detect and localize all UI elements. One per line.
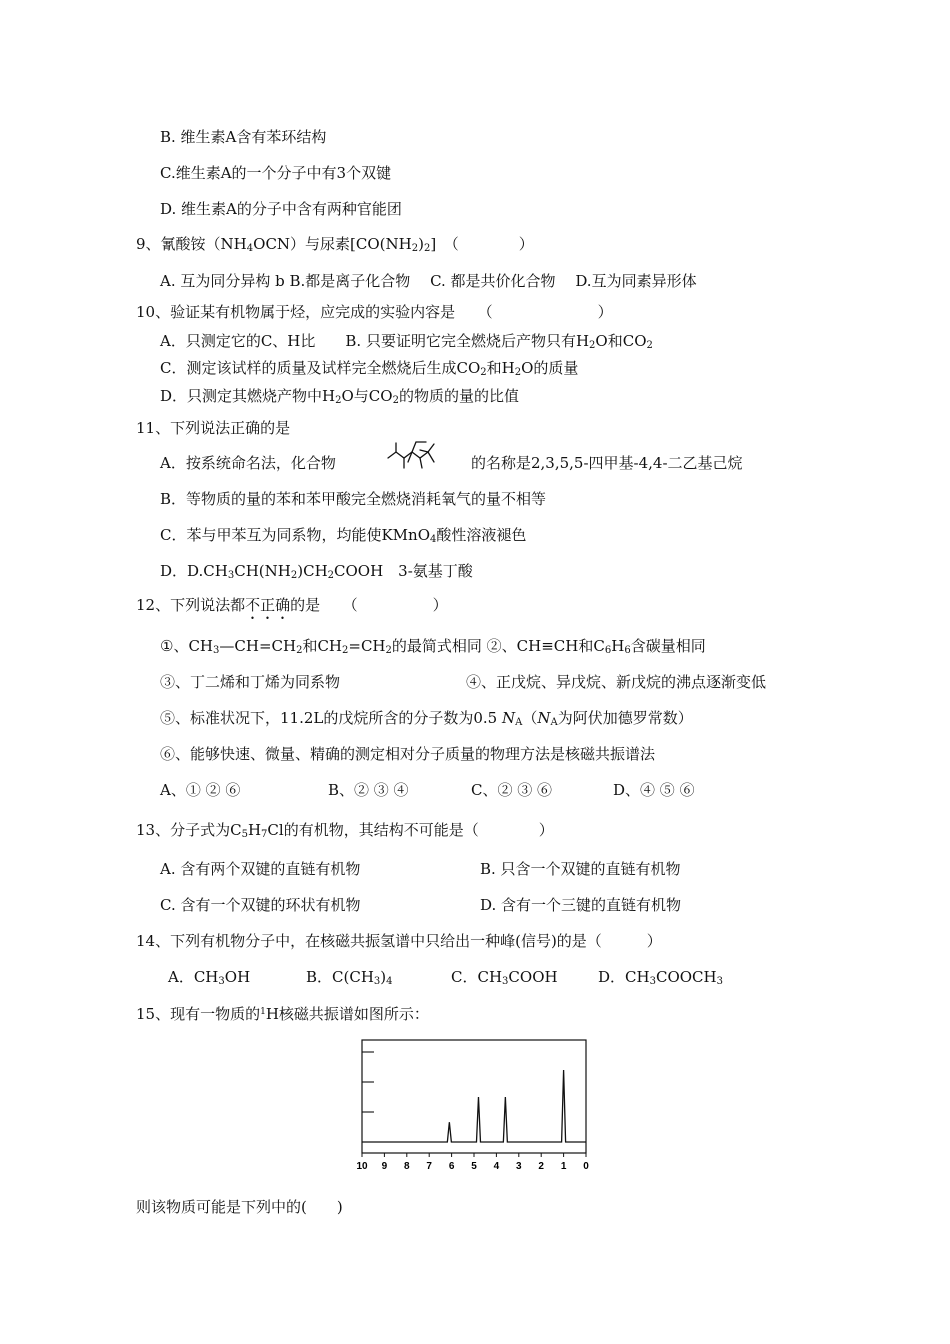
q14-option-b: B．$C(CH_3)_4$: [306, 968, 393, 987]
x-tick-label: 1: [560, 1161, 567, 1172]
q11-stem: 11、下列说法正确的是: [136, 419, 291, 437]
q15-tail: 则该物质可能是下列中的( ): [136, 1198, 343, 1216]
q14-option-d: D．$CH_3COOCH_3$: [598, 968, 723, 987]
x-tick-label: 7: [426, 1161, 432, 1172]
q9-options: A. 互为同分异构 b B.都是离子化合物 C. 都是共价化合物 D.互为同素异形体: [160, 272, 697, 290]
q12-statement-5: ⑤、标准状况下，11.2L的戊烷所含的分子数为0.5 $N_A(N_A$为阿伏加德罗常数）: [160, 709, 693, 728]
q8-option-c: C.维生素A的一个分子中有3个双键: [160, 164, 392, 182]
q11-option-a-prefix: A．按系统命名法，化合物: [160, 454, 336, 472]
x-tick-label: 6: [448, 1161, 455, 1172]
skeletal-structure-image: [386, 438, 456, 472]
x-tick-label: 4: [493, 1161, 500, 1172]
q10-stem: 10、验证某有机物属于烃，应完成的实验内容是 （ ）: [136, 303, 613, 321]
q13-option-d: D. 含有一个三键的直链有机物: [480, 896, 682, 914]
x-tick-label: 3: [516, 1161, 522, 1172]
q11-option-a-suffix: 的名称是2,3,5,5-四甲基-4,4-二乙基己烷: [471, 454, 743, 472]
nmr-spectrum-chart: [350, 1036, 600, 1176]
q10-option-d: D．只测定其燃烧产物中$H_2O$与$CO_2$的物质的量的比值: [160, 387, 519, 406]
q8-option-b: B. 维生素A含有苯环结构: [160, 128, 327, 146]
x-tick-label: 8: [404, 1161, 410, 1172]
q13-option-b: B. 只含一个双键的直链有机物: [480, 860, 681, 878]
spectrum-line: [362, 1070, 586, 1142]
q12-option-b: B、② ③ ④: [328, 781, 409, 799]
q12-statement-3: ③、丁二烯和丁烯为同系物: [160, 673, 341, 691]
q11-option-b: B．等物质的量的苯和苯甲酸完全燃烧消耗氧气的量不相等: [160, 490, 547, 508]
q12-statement-1-2: ①、$CH_3—CH=CH_2$和$CH_2=CH_2$的最简式相同 ②、CH≡CH和$C_6H_6$含碳量相同: [160, 637, 706, 656]
q13-stem: 13、分子式为$C_5H_7Cl$的有机物，其结构不可能是（ ）: [136, 821, 554, 840]
q14-option-c: C．$CH_3COOH$: [451, 968, 558, 987]
q15-stem: 15、现有一物质的$^1$H核磁共振谱如图所示：: [136, 1005, 429, 1023]
q13-option-c: C. 含有一个双键的环状有机物: [160, 896, 361, 914]
q12-stem: 12、下列说法都不正确的是 （ ）: [136, 596, 448, 614]
x-tick-label: 10: [356, 1161, 368, 1172]
q10-options-ab: A．只测定它的C、H比 B. 只要证明它完全燃烧后产物只有$H_2O$和$CO_2$: [160, 332, 653, 351]
x-tick-label: 0: [583, 1161, 589, 1172]
q10-option-c: C．测定该试样的质量及试样完全燃烧后生成$CO_2$和$H_2O$的质量: [160, 359, 579, 378]
q14-option-a: A．$CH_3OH$: [168, 968, 251, 987]
q12-option-a: A、① ② ⑥: [160, 781, 241, 799]
q11-option-d: D．$D.CH_3CH(NH_2)CH_2COOH$ 3-氨基丁酸: [160, 562, 473, 581]
q12-statement-6: ⑥、能够快速、微量、精确的测定相对分子质量的物理方法是核磁共振谱法: [160, 745, 656, 763]
chart-frame: [362, 1040, 586, 1153]
q14-stem: 14、下列有机物分子中，在核磁共振氢谱中只给出一种峰(信号)的是（ ）: [136, 932, 662, 950]
x-tick-label: 2: [538, 1161, 544, 1172]
q11-option-c: C．苯与甲苯互为同系物，均能使KMnO$_4$酸性溶液褪色: [160, 526, 527, 545]
emphasis-text: 不正确: [245, 596, 291, 614]
x-tick-label: 5: [471, 1161, 477, 1172]
q8-option-d: D. 维生素A的分子中含有两种官能团: [160, 200, 402, 218]
q9-stem: 9、氰酸铵$(NH_4OCN)$与尿素$[CO(NH_2)_2]$ （ ）: [136, 235, 534, 254]
q13-option-a: A. 含有两个双键的直链有机物: [160, 860, 361, 878]
x-tick-label: 9: [381, 1161, 388, 1172]
q12-option-c: C、② ③ ⑥: [471, 781, 553, 799]
q12-statement-4: ④、正戊烷、异戊烷、新戊烷的沸点逐渐变低: [466, 673, 767, 691]
q12-option-d: D、④ ⑤ ⑥: [613, 781, 695, 799]
